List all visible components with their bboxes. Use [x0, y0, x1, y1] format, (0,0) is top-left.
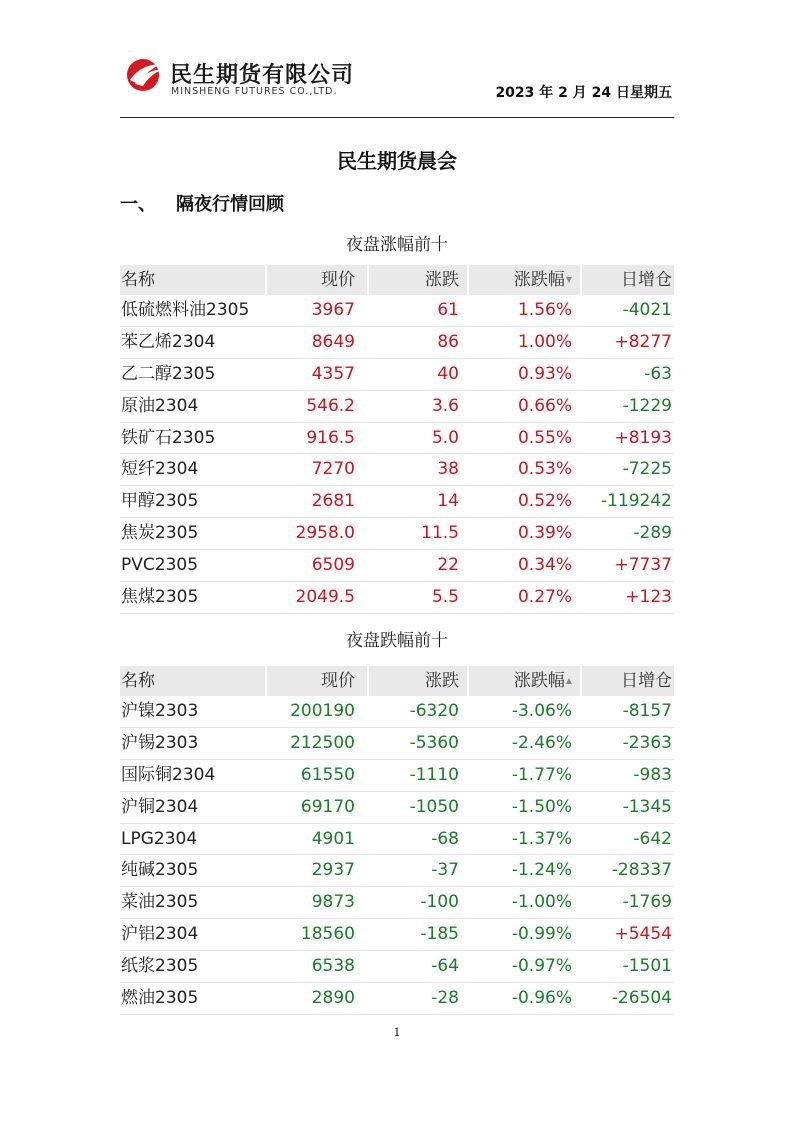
section-title: 隔夜行情回顾	[176, 194, 284, 215]
cell-open-interest: -983	[633, 764, 672, 785]
cell-name: 国际铜2304	[121, 764, 216, 785]
cell-change-pct: 0.66%	[517, 395, 572, 416]
section-number: 一、	[120, 194, 156, 215]
table-header	[120, 265, 674, 295]
cell-name: 燃油2305	[121, 988, 199, 1009]
table-row	[120, 486, 674, 518]
cell-change-pct: -0.96%	[511, 988, 572, 1009]
table-row	[120, 391, 674, 423]
cell-price: 4901	[311, 828, 355, 849]
cell-name: 沪锡2303	[121, 732, 199, 753]
table-row	[120, 454, 674, 486]
table-row	[120, 919, 674, 951]
cell-change-pct: 0.52%	[517, 491, 572, 512]
col-header-open-interest[interactable]: 日增仓	[580, 666, 674, 696]
cell-change: 5.0	[431, 427, 459, 448]
cell-open-interest: +8193	[614, 427, 672, 448]
cell-change-pct: -2.46%	[511, 732, 572, 753]
cell-price: 2890	[311, 988, 355, 1009]
table-header	[120, 666, 674, 696]
cell-open-interest: +5454	[614, 924, 672, 945]
cell-change: 38	[437, 459, 459, 480]
cell-name: PVC2305	[121, 555, 199, 576]
losers-table	[120, 666, 674, 1015]
cell-change: 40	[437, 363, 459, 384]
sort-descending-icon: ▼	[565, 275, 572, 284]
cell-change-pct: 1.56%	[517, 300, 572, 320]
table-row	[120, 887, 674, 919]
cell-open-interest: -8157	[622, 701, 672, 721]
table-row	[120, 423, 674, 455]
col-header-open-interest[interactable]: 日增仓	[580, 265, 674, 295]
cell-change-pct: -3.06%	[511, 701, 572, 721]
cell-change-pct: 1.00%	[517, 331, 572, 352]
col-header-change-pct-label: 涨跌幅	[513, 270, 565, 290]
cell-change: -6320	[409, 701, 459, 721]
cell-price: 8649	[311, 331, 355, 352]
cell-change: -64	[431, 956, 459, 977]
cell-name: 甲醇2305	[121, 491, 199, 512]
col-header-change-pct-label: 涨跌幅	[513, 671, 565, 691]
cell-price: 212500	[290, 732, 355, 753]
cell-price: 6509	[311, 555, 355, 576]
table-row	[120, 295, 674, 327]
cell-change: -100	[420, 892, 459, 913]
cell-change-pct: -0.99%	[511, 924, 572, 945]
cell-price: 2681	[311, 491, 355, 512]
cell-open-interest: +7737	[614, 555, 672, 576]
cell-change: -185	[420, 924, 459, 945]
col-header-name[interactable]: 名称	[120, 666, 265, 696]
cell-open-interest: -4021	[622, 300, 672, 320]
cell-open-interest: -119242	[600, 491, 672, 512]
cell-change-pct: 0.93%	[517, 363, 572, 384]
losers-caption: 夜盘跌幅前十	[346, 631, 448, 651]
cell-change-pct: -0.97%	[511, 956, 572, 977]
cell-name: 纯碱2305	[121, 860, 199, 881]
cell-change-pct: 0.53%	[517, 459, 572, 480]
cell-name: 焦煤2305	[121, 587, 199, 608]
cell-change: 14	[437, 491, 459, 512]
table-row	[120, 983, 674, 1015]
cell-change: -68	[431, 828, 459, 849]
cell-change: -5360	[409, 732, 459, 753]
cell-name: LPG2304	[121, 828, 198, 849]
cell-price: 546.2	[306, 395, 355, 416]
table-row	[120, 792, 674, 824]
cell-open-interest: -7225	[622, 459, 672, 480]
cell-change: 5.5	[431, 587, 459, 608]
cell-open-interest: -2363	[622, 732, 672, 753]
gainers-table-body	[120, 295, 674, 614]
losers-table-body	[120, 696, 674, 1015]
cell-name: 乙二醇2305	[121, 363, 216, 384]
cell-change-pct: 0.55%	[517, 427, 572, 448]
cell-change-pct: 0.34%	[517, 555, 572, 576]
cell-name: 沪铜2304	[121, 796, 199, 817]
cell-name: 菜油2305	[121, 892, 199, 913]
cell-name: 纸浆2305	[121, 956, 199, 977]
cell-price: 7270	[311, 459, 355, 480]
cell-change-pct: 0.27%	[517, 587, 572, 608]
table-row	[120, 760, 674, 792]
cell-price: 18560	[300, 924, 355, 945]
cell-open-interest: -642	[633, 828, 672, 849]
cell-open-interest: -289	[633, 523, 672, 544]
cell-open-interest: -1501	[622, 956, 672, 977]
section-heading	[120, 190, 284, 216]
cell-change-pct: -1.50%	[511, 796, 572, 817]
cell-open-interest: -26504	[611, 988, 672, 1009]
table-row	[120, 855, 674, 887]
page-header	[120, 52, 674, 114]
cell-name: 短纤2304	[121, 459, 199, 480]
cell-price: 6538	[311, 956, 355, 977]
cell-name: 铁矿石2305	[121, 427, 216, 448]
cell-change: 22	[437, 555, 459, 576]
cell-name: 原油2304	[121, 395, 199, 416]
cell-name: 沪铝2304	[121, 924, 199, 945]
cell-price: 2049.5	[295, 587, 355, 608]
cell-name: 苯乙烯2304	[121, 331, 216, 352]
cell-open-interest: -1229	[622, 395, 672, 416]
gainers-caption: 夜盘涨幅前十	[346, 235, 448, 255]
cell-price: 200190	[290, 701, 355, 721]
company-name-cn: 民生期货有限公司	[170, 63, 355, 88]
cell-price: 3967	[311, 300, 355, 320]
table-row	[120, 824, 674, 856]
table-row	[120, 518, 674, 550]
minsheng-logo-icon	[126, 58, 164, 92]
company-logo	[126, 54, 376, 98]
cell-change: 61	[437, 300, 459, 320]
cell-open-interest: -63	[644, 363, 672, 384]
company-name-en: MINSHENG FUTURES CO.,LTD.	[171, 86, 338, 97]
cell-change-pct: -1.00%	[511, 892, 572, 913]
cell-change: 3.6	[431, 395, 459, 416]
table-row	[120, 728, 674, 760]
cell-name: 焦炭2305	[121, 523, 199, 544]
cell-open-interest: -28337	[611, 860, 672, 881]
report-date: 2023 年 2 月 24 日星期五	[495, 85, 672, 101]
table-row	[120, 550, 674, 582]
col-header-change-pct[interactable]	[467, 265, 580, 295]
header-divider	[120, 117, 674, 118]
col-header-change[interactable]: 涨跌	[367, 265, 467, 295]
cell-price: 61550	[300, 764, 355, 785]
table-row	[120, 582, 674, 614]
cell-change-pct: -1.77%	[511, 764, 572, 785]
cell-price: 69170	[300, 796, 355, 817]
cell-open-interest: -1769	[622, 892, 672, 913]
table-row	[120, 696, 674, 728]
gainers-table	[120, 265, 674, 614]
cell-change-pct: 0.39%	[517, 523, 572, 544]
table-row	[120, 951, 674, 983]
cell-name: 低硫燃料油2305	[121, 300, 250, 320]
col-header-price[interactable]: 现价	[265, 265, 367, 295]
cell-price: 4357	[311, 363, 355, 384]
cell-name: 沪镍2303	[121, 701, 199, 721]
cell-change: -37	[431, 860, 459, 881]
cell-price: 2958.0	[295, 523, 355, 544]
cell-open-interest: +123	[625, 587, 672, 608]
document-title: 民生期货晨会	[337, 149, 457, 173]
cell-open-interest: +8277	[614, 331, 672, 352]
cell-change: -1110	[409, 764, 459, 785]
cell-change-pct: -1.37%	[511, 828, 572, 849]
col-header-price[interactable]: 现价	[265, 666, 367, 696]
cell-change-pct: -1.24%	[511, 860, 572, 881]
col-header-name[interactable]: 名称	[120, 265, 265, 295]
cell-price: 2937	[311, 860, 355, 881]
table-row	[120, 327, 674, 359]
sort-ascending-icon: ▲	[565, 676, 572, 685]
cell-price: 916.5	[306, 427, 355, 448]
cell-change: -1050	[409, 796, 459, 817]
page-number: 1	[393, 1026, 401, 1039]
cell-change: -28	[431, 988, 459, 1009]
cell-price: 9873	[311, 892, 355, 913]
col-header-change[interactable]: 涨跌	[367, 666, 467, 696]
col-header-change-pct[interactable]	[467, 666, 580, 696]
cell-open-interest: -1345	[622, 796, 672, 817]
cell-change: 11.5	[421, 523, 459, 544]
cell-change: 86	[437, 331, 459, 352]
table-row	[120, 359, 674, 391]
